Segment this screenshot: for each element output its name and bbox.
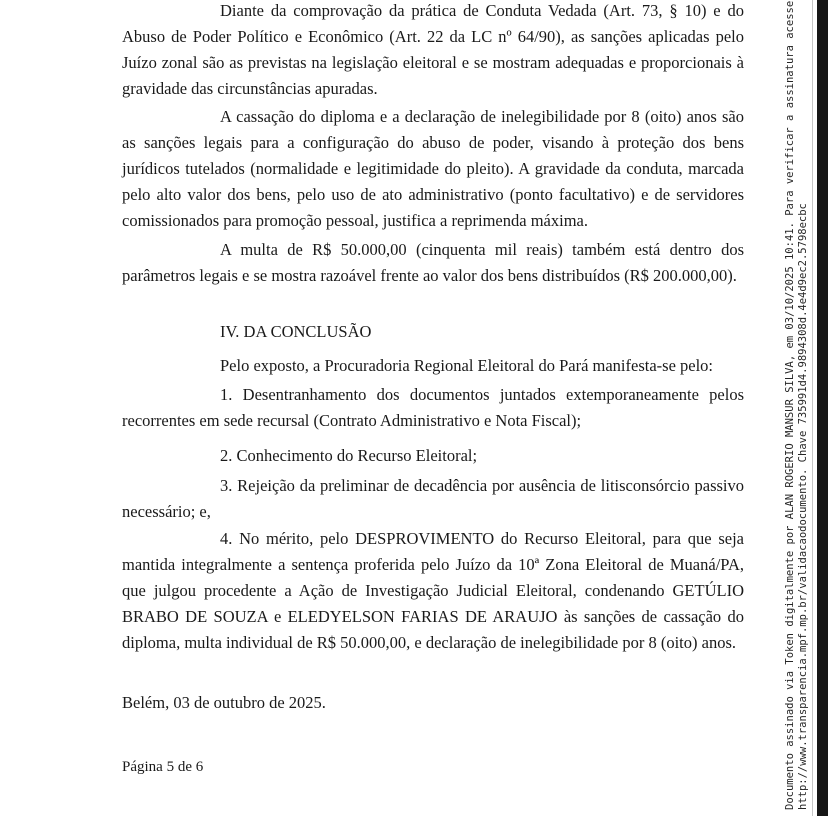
date-place-line: Belém, 03 de outubro de 2025. — [122, 693, 326, 712]
section-heading-conclusao: IV. DA CONCLUSÃO — [220, 322, 372, 341]
signature-validation-url: http://www.transparencia.mpf.mp.br/validacaodocumento. Chave 735991d4.9894308d.4e4d9ec2.5798ecbc — [796, 203, 809, 810]
signature-line-1: Documento assinado via Token digitalmente por ALAN ROGERIO MANSUR SILVA, em 03/10/2025 10:41. Para verificar a assinatura acesse — [784, 0, 796, 810]
paragraph-conduta-vedada: Diante da comprovação da prática de Conduta Vedada (Art. 73, § 10) e do Abuso de Poder Político e Econômico (Art. 22 da LC nº 64/90), as sanções aplicadas pelo Juízo zonal são as previstas na legislação eleitoral e se mostram adequadas e proporcionais à gravidade das circunstâncias apuradas. — [122, 1, 744, 98]
page-number: Página 5 de 6 — [122, 759, 204, 775]
digital-signature-sidebar — [784, 1, 809, 810]
paragraph-multa: A multa de R$ 50.000,00 (cinquenta mil reais) também está dentro dos parâmetros legais e se mostra razoável frente ao valor dos bens distribuídos (R$ 200.000,00). — [122, 240, 744, 285]
conclusion-item-3: 3. Rejeição da preliminar de decadência por ausência de litisconsórcio passivo necessário; e, — [122, 476, 744, 521]
viewer-edge-bar — [817, 0, 828, 816]
page-edge-divider — [812, 0, 813, 816]
document-body — [122, 0, 744, 777]
conclusion-item-2: 2. Conhecimento do Recurso Eleitoral; — [220, 446, 478, 465]
paragraph-cassacao-diploma: A cassação do diploma e a declaração de inelegibilidade por 8 (oito) anos são as sanções legais para a configuração do abuso de poder, visando à proteção dos bens jurídicos tutelados (normalidade e legitimidade do pleito). A gravidade da conduta, marcada pelo alto valor dos bens, pelo uso de ato administrativo (ponto facultativo) e de servidores comissionados para promoção pessoal, justifica a reprimenda máxima. — [122, 107, 744, 230]
conclusion-item-1: 1. Desentranhamento dos documentos juntados extemporaneamente pelos recorrentes em sede recursal (Contrato Administrativo e Nota Fiscal); — [122, 385, 744, 430]
conclusion-intro: Pelo exposto, a Procuradoria Regional Eleitoral do Pará manifesta-se pelo: — [220, 356, 714, 375]
conclusion-item-4: 4. No mérito, pelo DESPROVIMENTO do Recurso Eleitoral, para que seja mantida integralmente a sentença proferida pelo Juízo da 10ª Zona Eleitoral de Muaná/PA, que julgou procedente a Ação de Investigação Judicial Eleitoral, condenando GETÚLIO BRABO DE SOUZA e ELEDYELSON FARIAS DE ARAUJO às sanções de cassação do diploma, multa individual de R$ 50.000,00, e declaração de inelegibilidade por 8 (oito) anos. — [122, 529, 744, 652]
